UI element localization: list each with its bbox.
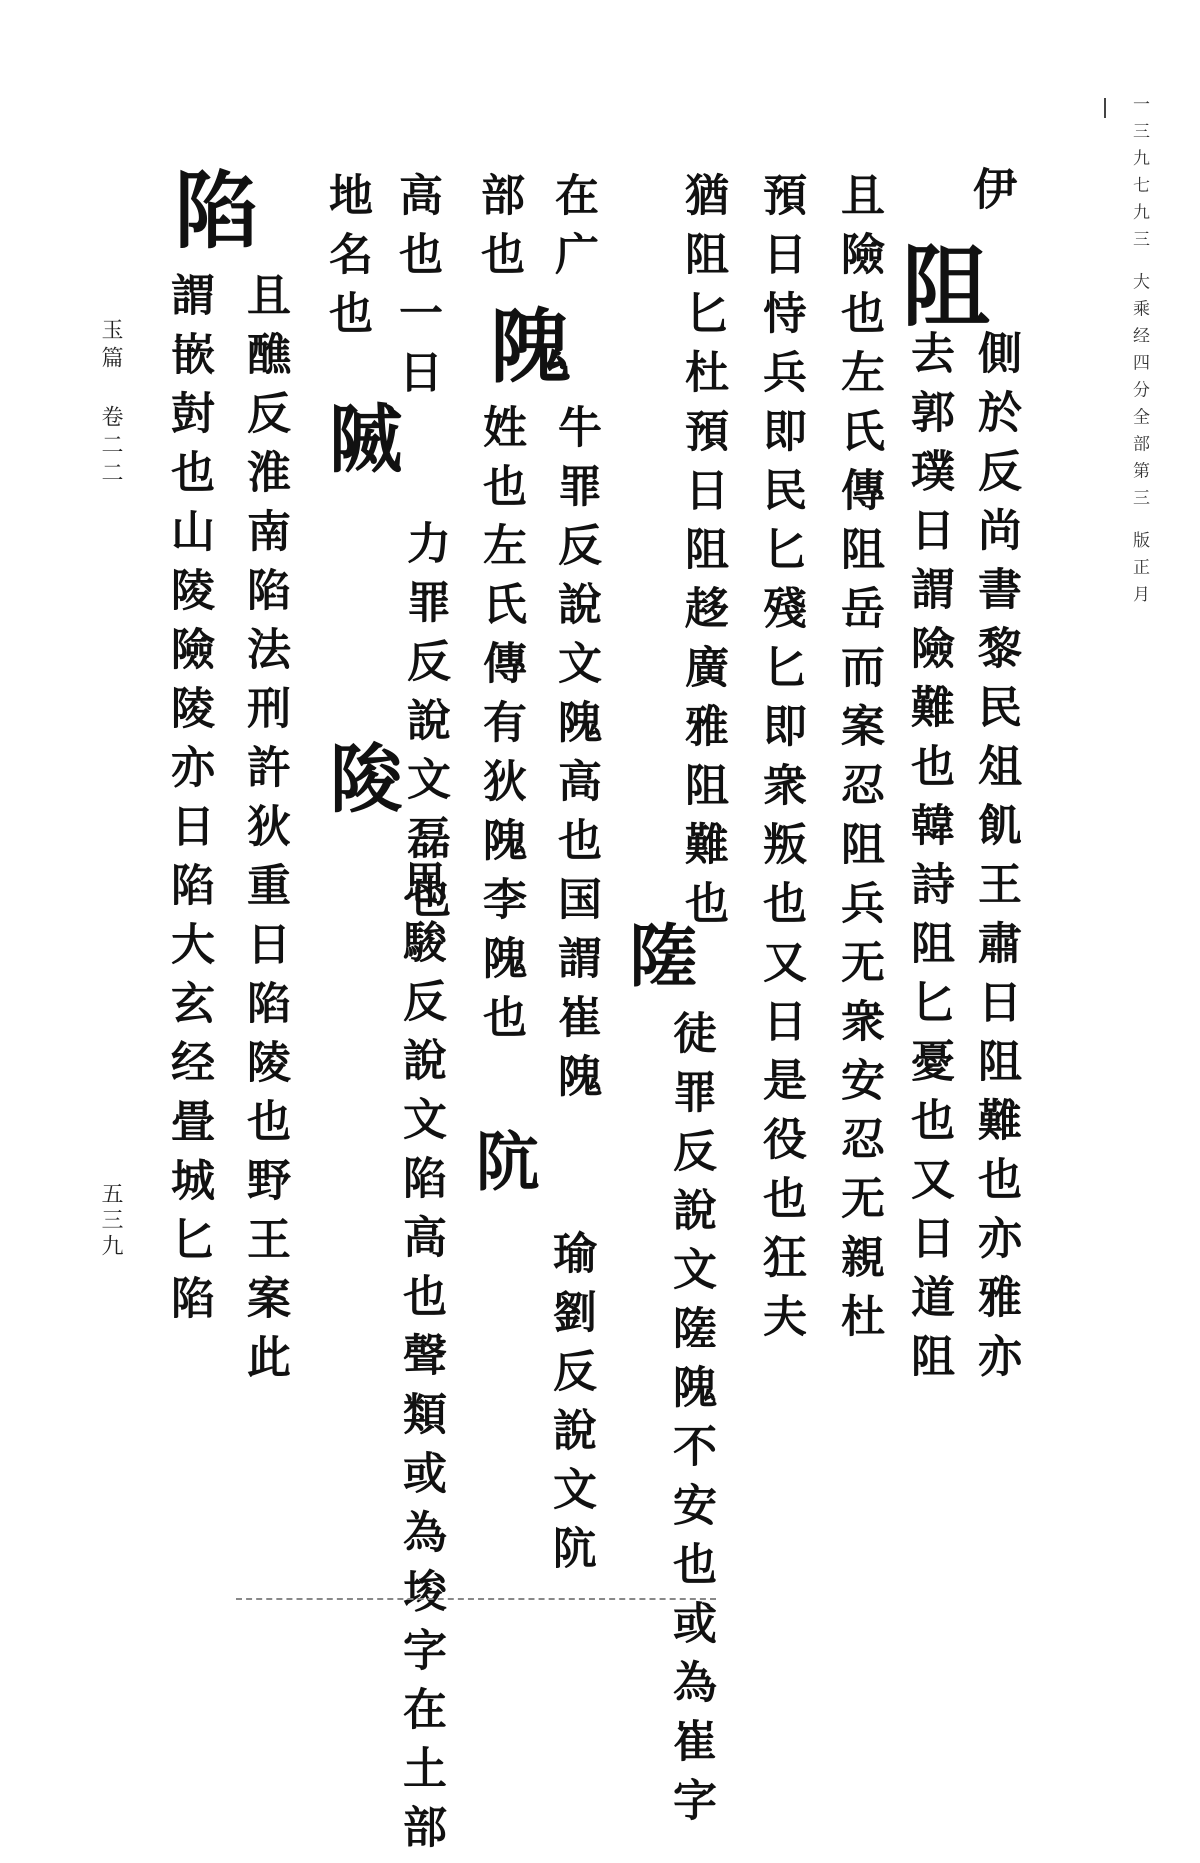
- text-column: [161, 166, 260, 270]
- entry-headword: 隗: [477, 304, 571, 404]
- bottom-rule: [236, 1598, 716, 1602]
- text-column: [468, 172, 528, 290]
- text-column: [316, 172, 376, 349]
- column-text: 且醮反淮南陷法刑許狄重日陷陵也野王案此: [239, 272, 290, 1393]
- entry-headword: 隓: [618, 920, 698, 1008]
- column-text: 在广: [547, 172, 598, 290]
- book-title: 玉篇 卷二二: [98, 318, 123, 489]
- text-column: [470, 404, 530, 1053]
- column-text: 高也一日: [391, 172, 442, 408]
- text-column: [540, 1230, 600, 1584]
- margin-mark: [1104, 98, 1106, 118]
- column-text: 牛罪反說文隗高也国謂崔隗: [550, 404, 601, 1112]
- text-column: [750, 172, 810, 1352]
- entry-headword: 隇: [317, 400, 403, 494]
- column-text: 預日恃兵即民匕殘匕即衆叛也又日是役也狂夫: [755, 172, 806, 1352]
- text-column: [158, 272, 218, 1334]
- entry-headword: 陷: [161, 166, 260, 270]
- margin-note: 一三九七九三 大乘经四分全部第三 版正月: [1129, 95, 1149, 612]
- text-column: [317, 400, 403, 494]
- text-column: [234, 272, 294, 1393]
- column-text: 徒罪反說文隓隗不安也或為崔字: [665, 1010, 716, 1836]
- column-text: 謂嵌尌也山陵險陵亦日陷大玄经畳城匕陷: [163, 272, 214, 1334]
- entry-headword: 陖: [317, 740, 403, 834]
- text-column: [386, 172, 446, 408]
- column-text: 地名也: [321, 172, 372, 349]
- column-text: 力罪反說文磊也: [399, 520, 450, 933]
- page-number: 五三九: [98, 1182, 123, 1260]
- text-column: [545, 404, 605, 1112]
- column-text: 側於反尚書黎民俎飢王肅日阻難也亦雅亦: [970, 330, 1021, 1392]
- text-column: [965, 330, 1025, 1392]
- entry-headword: 阻: [888, 240, 992, 348]
- text-column: [390, 860, 450, 1863]
- text-column: [672, 172, 732, 939]
- text-column: [317, 740, 403, 834]
- entry-headword: 阬: [465, 1128, 540, 1212]
- column-text: 伊: [965, 166, 1016, 225]
- text-column: [618, 920, 698, 1008]
- text-column: [477, 304, 571, 404]
- column-text: 部也: [473, 172, 524, 290]
- text-column: [465, 1128, 540, 1212]
- text-column: [898, 330, 958, 1392]
- text-column: [542, 172, 602, 290]
- column-text: 猶阻匕杜預日阻趍廣雅阻難也: [677, 172, 728, 939]
- text-column: [660, 1010, 720, 1836]
- text-column: [960, 166, 1020, 225]
- text-column: [828, 172, 888, 1352]
- column-text: 瑜劉反說文阬: [545, 1230, 596, 1584]
- column-text: 姓也左氏傳有狄隗李隗也: [475, 404, 526, 1053]
- column-text: 去郭璞日謂險難也韓詩阻匕憂也又日道阻: [903, 330, 954, 1392]
- column-text: 思駿反說文陷高也聲類或為埈字在土部: [395, 860, 446, 1863]
- column-text: 且險也左氏傳阻岳而案忍阻兵无衆安忍无親杜: [833, 172, 884, 1352]
